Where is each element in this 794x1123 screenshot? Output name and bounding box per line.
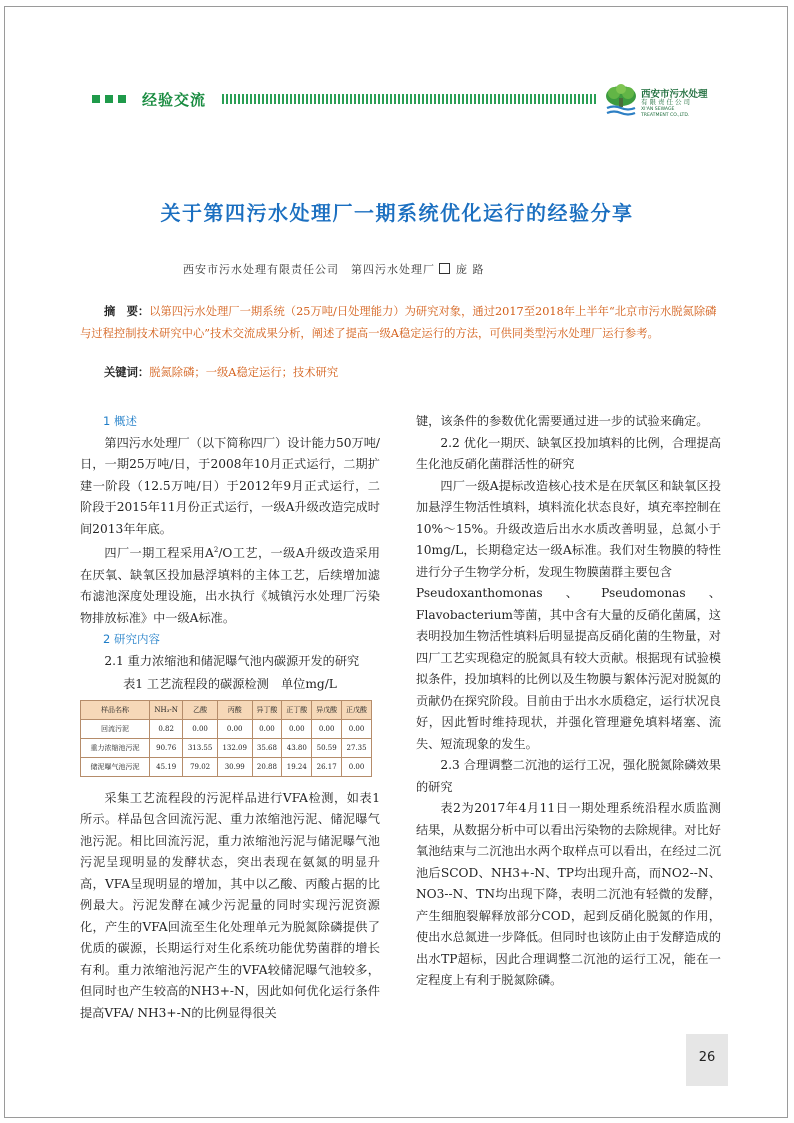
table-cell: 20.88 — [252, 757, 282, 776]
section-label: 经验交流 — [142, 91, 207, 109]
tree-icon — [604, 84, 638, 118]
table-cell: 0.00 — [342, 719, 372, 738]
subsection-2-3: 2.3 合理调整二沉池的运行工况，强化脱氮除磷效果的研究 — [416, 758, 721, 794]
header-squares — [92, 95, 126, 103]
table-cell: 重力浓缩池污泥 — [81, 738, 150, 757]
table-cell: 35.68 — [252, 738, 282, 757]
abstract-label: 摘 要： — [104, 304, 150, 318]
carbon-table — [80, 700, 372, 777]
table-cell: 79.02 — [183, 757, 218, 776]
table-header-cell: 样品名称 — [81, 700, 150, 719]
header-bar — [222, 94, 597, 104]
section-1-heading: 1 概述 — [103, 414, 137, 428]
abstract-text: 以第四污水处理厂一期系统（25万吨/日处理能力）为研究对象，通过2017至2018年上半年“北京市污水脱氮除磷与过程控制技术研究中心”技术交流成果分析，阐述了提高一级A稳定运行的方法，可供同类型污水处理厂运行参考。 — [80, 305, 717, 340]
section-2-heading: 2 研究内容 — [103, 632, 160, 647]
subsection-2-2: 2.2 优化一期厌、缺氧区投加填料的比例，合理提高生化池反硝化菌群活性的研究 — [416, 435, 721, 471]
table-cell: 50.59 — [312, 738, 342, 757]
paragraph: 四厂一级A提标改造核心技术是在厌氧区和缺氧区投加悬浮生物活性填料，填料流化状态良好，填充率控制在10%～15%。升级改造后出水水质改善明显，总氮小于10mg/L，长期稳定达一级A标准。我们对生物膜的特性进行分子生物学分析，发现生物膜菌群主要包含 — [416, 478, 721, 579]
table-cell: 43.80 — [282, 738, 312, 757]
byline — [183, 261, 485, 277]
logo-en-2: TREATMENT CO.,LTD. — [641, 113, 690, 118]
table-cell: 0.00 — [252, 719, 282, 738]
table-cell: 0.00 — [342, 757, 372, 776]
table-cell: 0.00 — [183, 719, 218, 738]
table-cell: 0.00 — [312, 719, 342, 738]
table-cell: 45.19 — [150, 757, 183, 776]
table-cell: 26.17 — [312, 757, 342, 776]
keywords-text: 脱氮除磷；一级A稳定运行；技术研究 — [149, 366, 339, 379]
table-cell: 回流污泥 — [81, 719, 150, 738]
paragraph: 表2为2017年4月11日一期处理系统沿程水质监测结果，从数据分析中可以看出污染物的去除规律。对比好氧池结束与二沉池出水两个取样点可以看出，在经过二沉池后SCOD、NH3+-N、TP均出现升高，而NO2--N、NO3--N、TN均出现下降，表明二沉池有轻微的发酵，产生细胞裂解释放部分COD，起到反硝化脱氮的作用，使出水总氮进一步降低。但同时也该防止由于发酵造成的出水TP超标，因此合理调整二沉池的运行工况，能在一定程度上有利于脱氮除磷。 — [416, 801, 721, 987]
table-cell: 30.99 — [217, 757, 252, 776]
table-row — [81, 757, 372, 776]
table-header-cell: NH₃-N — [150, 700, 183, 719]
table-cell: 0.82 — [150, 719, 183, 738]
table-row — [81, 738, 372, 757]
paragraph-line: Pseudoxanthomonas、Pseudomonas、 — [416, 586, 721, 600]
table-cell: 0.00 — [282, 719, 312, 738]
paragraph: 四厂一期工程采用$A^2/O$工艺，一级A升级改造采用在厌氧、缺氧区投加悬浮填料的主体工艺，后续增加滤布滤池深度处理设施，出水执行《城镇污水处理厂污染物排放标准》中一级A标准。 — [80, 546, 380, 625]
table-header-cell: 异戊酸 — [312, 700, 342, 719]
logo-en-1: XI'AN SEWAGE — [641, 107, 675, 112]
table-header-cell: 丙酸 — [217, 700, 252, 719]
byline-box-icon — [439, 263, 450, 274]
table-cell: 313.55 — [183, 738, 218, 757]
company-logo — [604, 84, 708, 124]
table-header-cell: 正戊酸 — [342, 700, 372, 719]
keywords-label: 关键词： — [104, 365, 150, 379]
paragraph: Flavobacterium等菌，其中含有大量的反硝化菌属，这表明投加生物活性填料后明显提高反硝化菌的生物量，对四厂工艺实现稳定的脱氮具有较大贡献。根据现有试验模拟条件，投加填料的比例以及生物膜与絮体污泥对脱氮的贡献仍在探究阶段。目前由于出水水质稳定，运行状况良好，因此暂时维持现状，并强化管理避免填料堵塞、流失、短流现象的发生。 — [416, 607, 721, 751]
logo-name-cn: 西安市污水处理 — [641, 89, 708, 100]
table-cell: 27.35 — [342, 738, 372, 757]
table-header-cell: 乙酸 — [183, 700, 218, 719]
author-name: 庞 路 — [456, 263, 485, 276]
paragraph: 采集工艺流程段的污泥样品进行VFA检测，如表1所示。样品包含回流污泥、重力浓缩池污泥、储泥曝气池污泥。相比回流污泥，重力浓缩池污泥与储泥曝气池污泥呈现明显的发酵状态，突出表现在氨氮的明显升高，VFA呈现明显的增加，其中以乙酸、丙酸占据的比例最大。污泥发酵在减少污泥量的同时实现污泥资源化，产生的VFA回流至生化处理单元为脱氮除磷提供了优质的碳源，长期运行对生化系统功能优势菌群的增长有利。重力浓缩池污泥产生的VFA较储泥曝气池较多，但同时也产生较高的NH3+-N，因此如何优化运行条件提高VFA/ NH3+-N的比例显得很关 — [80, 790, 380, 1020]
table-row — [81, 719, 372, 738]
affiliation: 西安市污水处理有限责任公司 第四污水处理厂 — [183, 263, 435, 276]
keywords — [104, 364, 338, 380]
table-cell: 90.76 — [150, 738, 183, 757]
table-cell: 19.24 — [282, 757, 312, 776]
table-header-cell: 异丁酸 — [252, 700, 282, 719]
right-column — [416, 411, 721, 992]
table-cell: 储泥曝气池污泥 — [81, 757, 150, 776]
table-header-cell: 正丁酸 — [282, 700, 312, 719]
table-caption: 表1 工艺流程段的碳源检测 单位mg/L — [123, 677, 337, 692]
abstract — [80, 300, 722, 345]
logo-sub-cn: 有限责任公司 — [641, 98, 692, 106]
subsection-2-1: 2.1 重力浓缩池和储泥曝气池内碳源开发的研究 — [104, 653, 360, 668]
left-column — [80, 411, 380, 1024]
table-body — [81, 719, 372, 776]
table-cell: 132.09 — [217, 738, 252, 757]
paragraph: 键，该条件的参数优化需要通过进一步的试验来确定。 — [416, 414, 709, 428]
table-header-row — [81, 700, 372, 719]
article-title: 关于第四污水处理厂一期系统优化运行的经验分享 — [160, 201, 634, 225]
page-number: 26 — [698, 1050, 716, 1065]
table-cell: 0.00 — [217, 719, 252, 738]
paragraph: 第四污水处理厂（以下简称四厂）设计能力50万吨/日，一期25万吨/日，于2008年10月正式运行，二期扩建一阶段（12.5万吨/日）于2012年9月正式运行，二阶段于2015年11月份正式运行，一级A升级改造完成时间2013年年底。 — [80, 435, 380, 536]
